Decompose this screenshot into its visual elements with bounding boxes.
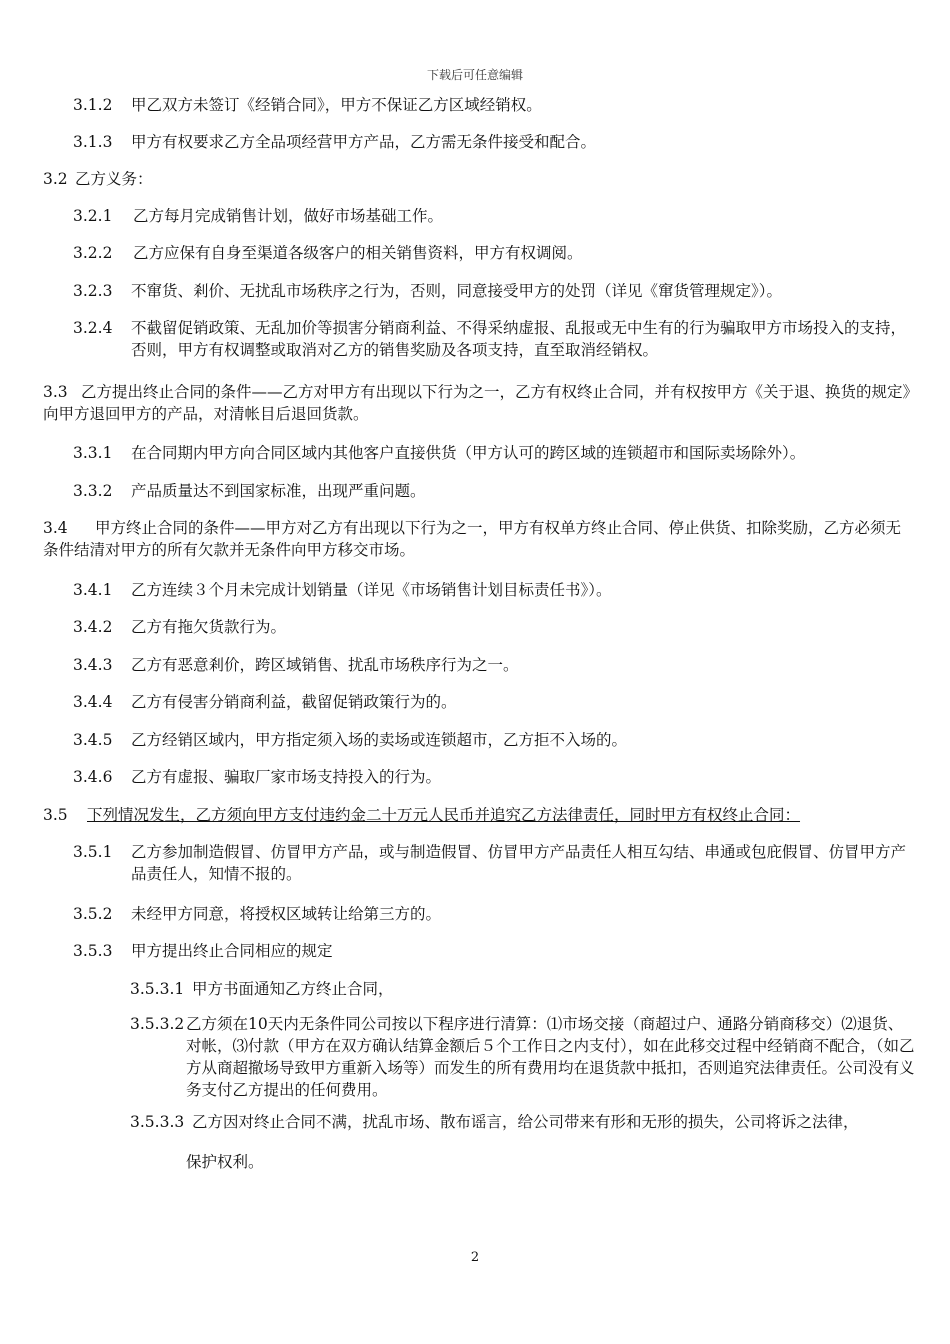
clause-number: 3.5.2 [73, 905, 113, 923]
clause-text: 产品质量达不到国家标准，出现严重问题。 [131, 482, 426, 500]
clause-number: 3.5.3 [73, 942, 113, 960]
clause-3-4-6 [73, 766, 913, 788]
clause-3-5-3-1 [130, 978, 915, 1000]
clause-3-1-2 [73, 94, 913, 116]
page-header: 下载后可任意编辑 [426, 68, 523, 82]
clause-number: 3.2.3 [73, 282, 113, 300]
clause-number: 3.5.1 [73, 843, 113, 861]
clause-text: 乙方应保有自身至渠道各级客户的相关销售资料，甲方有权调阅。 [133, 244, 583, 262]
clause-number: 3.4.1 [73, 581, 113, 599]
clause-number: 3.5.3.1 [130, 980, 185, 998]
clause-text: 乙方因对终止合同不满，扰乱市场、散布谣言，给公司带来有形和无形的损失，公司将诉之法律， [192, 1113, 859, 1131]
clause-number: 3.3 [43, 383, 68, 401]
clause-text: 甲方有权要求乙方全品项经营甲方产品，乙方需无条件接受和配合。 [131, 133, 597, 151]
clause-3-1-3 [73, 131, 913, 153]
page-number: 2 [470, 1250, 480, 1265]
clause-number: 3.3.2 [73, 482, 113, 500]
clause-text: 甲乙双方未签订《经销合同》，甲方不保证乙方区域经销权。 [131, 96, 542, 114]
clause-3-4-3 [73, 654, 913, 676]
clause-text: 乙方有恶意剎价，跨区域销售、扰乱市场秩序行为之一。 [131, 656, 519, 674]
clause-3-2-4 [73, 317, 913, 361]
clause-number: 3.2.1 [73, 207, 113, 225]
clause-3-4-5 [73, 729, 913, 751]
clause-text: 乙方有拖欠货款行为。 [131, 618, 287, 636]
clause-3-3-2 [73, 480, 913, 502]
clause-3-5-3 [73, 940, 913, 962]
clause-text: 乙方经销区域内，甲方指定须入场的卖场或连锁超市，乙方拒不入场的。 [131, 731, 628, 749]
clause-number: 3.4.4 [73, 693, 113, 711]
clause-3-5-3-2 [130, 1013, 915, 1101]
clause-3-5-1 [73, 841, 913, 885]
clause-number: 3.2.4 [73, 319, 113, 337]
clause-3-4-2 [73, 616, 913, 638]
clause-3-5-3-3 [130, 1111, 920, 1133]
clause-3-4-1 [73, 579, 913, 601]
clause-3-3 [43, 381, 913, 425]
clause-text: 保护权利。 [186, 1153, 264, 1171]
clause-text: 甲方终止合同的条件——甲方对乙方有出现以下行为之一，甲方有权单方终止合同、停止供货、扣除奖励，乙方必须无条件结清对甲方的所有欠款并无条件向甲方移交市场。 [43, 519, 902, 559]
clause-number: 3.5.3.2 [130, 1015, 185, 1033]
clause-number: 3.2 [43, 170, 68, 188]
clause-3-2-2 [73, 242, 913, 264]
clause-text: 不窜货、剎价、无扰乱市场秩序之行为，否则，同意接受甲方的处罚（详见《窜货管理规定》）。 [131, 282, 783, 300]
clause-text: 乙方义务： [75, 170, 153, 188]
clause-number: 3.4.3 [73, 656, 113, 674]
clause-3-5-2 [73, 903, 913, 925]
clause-text: 未经甲方同意，将授权区域转让给第三方的。 [131, 905, 442, 923]
clause-number: 3.4.6 [73, 768, 113, 786]
clause-number: 3.1.2 [73, 96, 113, 114]
clause-text: 下列情况发生，乙方须向甲方支付违约金二十万元人民币并追究乙方法律责任，同时甲方有权终止合同： [87, 806, 801, 824]
clause-number: 3.2.2 [73, 244, 113, 262]
clause-text: 乙方每月完成销售计划，做好市场基础工作。 [133, 207, 444, 225]
clause-text: 在合同期内甲方向合同区域内其他客户直接供货（甲方认可的跨区域的连锁超市和国际卖场除外）。 [131, 444, 806, 462]
clause-text: 乙方提出终止合同的条件——乙方对甲方有出现以下行为之一，乙方有权终止合同，并有权按甲方《关于退、换货的规定》向甲方退回甲方的产品，对清帐目后退回货款。 [43, 383, 911, 423]
clause-3-2-1 [73, 205, 913, 227]
clause-text: 乙方参加制造假冒、仿冒甲方产品，或与制造假冒、仿冒甲方产品责任人相互勾结、串通或包庇假冒、仿冒甲方产品责任人，知情不报的。 [131, 843, 907, 883]
clause-text: 甲方书面通知乙方终止合同， [192, 980, 394, 998]
clause-text: 不截留促销政策、无乱加价等损害分销商利益、不得采纳虚报、乱报或无中生有的行为骗取甲方市场投入的支持，否则，甲方有权调整或取消对乙方的销售奖励及各项支持，直至取消经销权。 [131, 319, 907, 359]
clause-3-4-4 [73, 691, 913, 713]
clause-number: 3.3.1 [73, 444, 113, 462]
clause-number: 3.4.2 [73, 618, 113, 636]
clause-text: 乙方连续３个月未完成计划销量（详见《市场销售计划目标责任书》）。 [131, 581, 612, 599]
clause-3-5 [43, 804, 923, 826]
clause-3-3-1 [73, 442, 913, 464]
clause-3-2 [43, 168, 913, 190]
clause-text: 乙方有侵害分销商利益，截留促销政策行为的。 [131, 693, 457, 711]
clause-3-5-3-3-continuation [186, 1151, 886, 1173]
clause-3-2-3 [73, 280, 913, 302]
clause-number: 3.1.3 [73, 133, 113, 151]
clause-text: 乙方有虚报、骗取厂家市场支持投入的行为。 [131, 768, 442, 786]
clause-text: 甲方提出终止合同相应的规定 [131, 942, 333, 960]
clause-number: 3.5.3.3 [130, 1113, 185, 1131]
clause-number: 3.4.5 [73, 731, 113, 749]
clause-number: 3.4 [43, 519, 68, 537]
clause-number: 3.5 [43, 806, 68, 824]
clause-3-4 [43, 517, 913, 561]
clause-text: 乙方须在10天内无条件同公司按以下程序进行清算：⑴市场交接（商超过户、通路分销商移交）⑵退货、对帐，⑶付款（甲方在双方确认结算金额后５个工作日之内支付），如在此移交过程中经销商不配合，（如乙方从商超撤场导致甲方重新入场等）而发生的所有费用均在退货款中抵扣，否则追究法律责任。公司没有义务支付乙方提出的任何费用。 [186, 1015, 915, 1099]
